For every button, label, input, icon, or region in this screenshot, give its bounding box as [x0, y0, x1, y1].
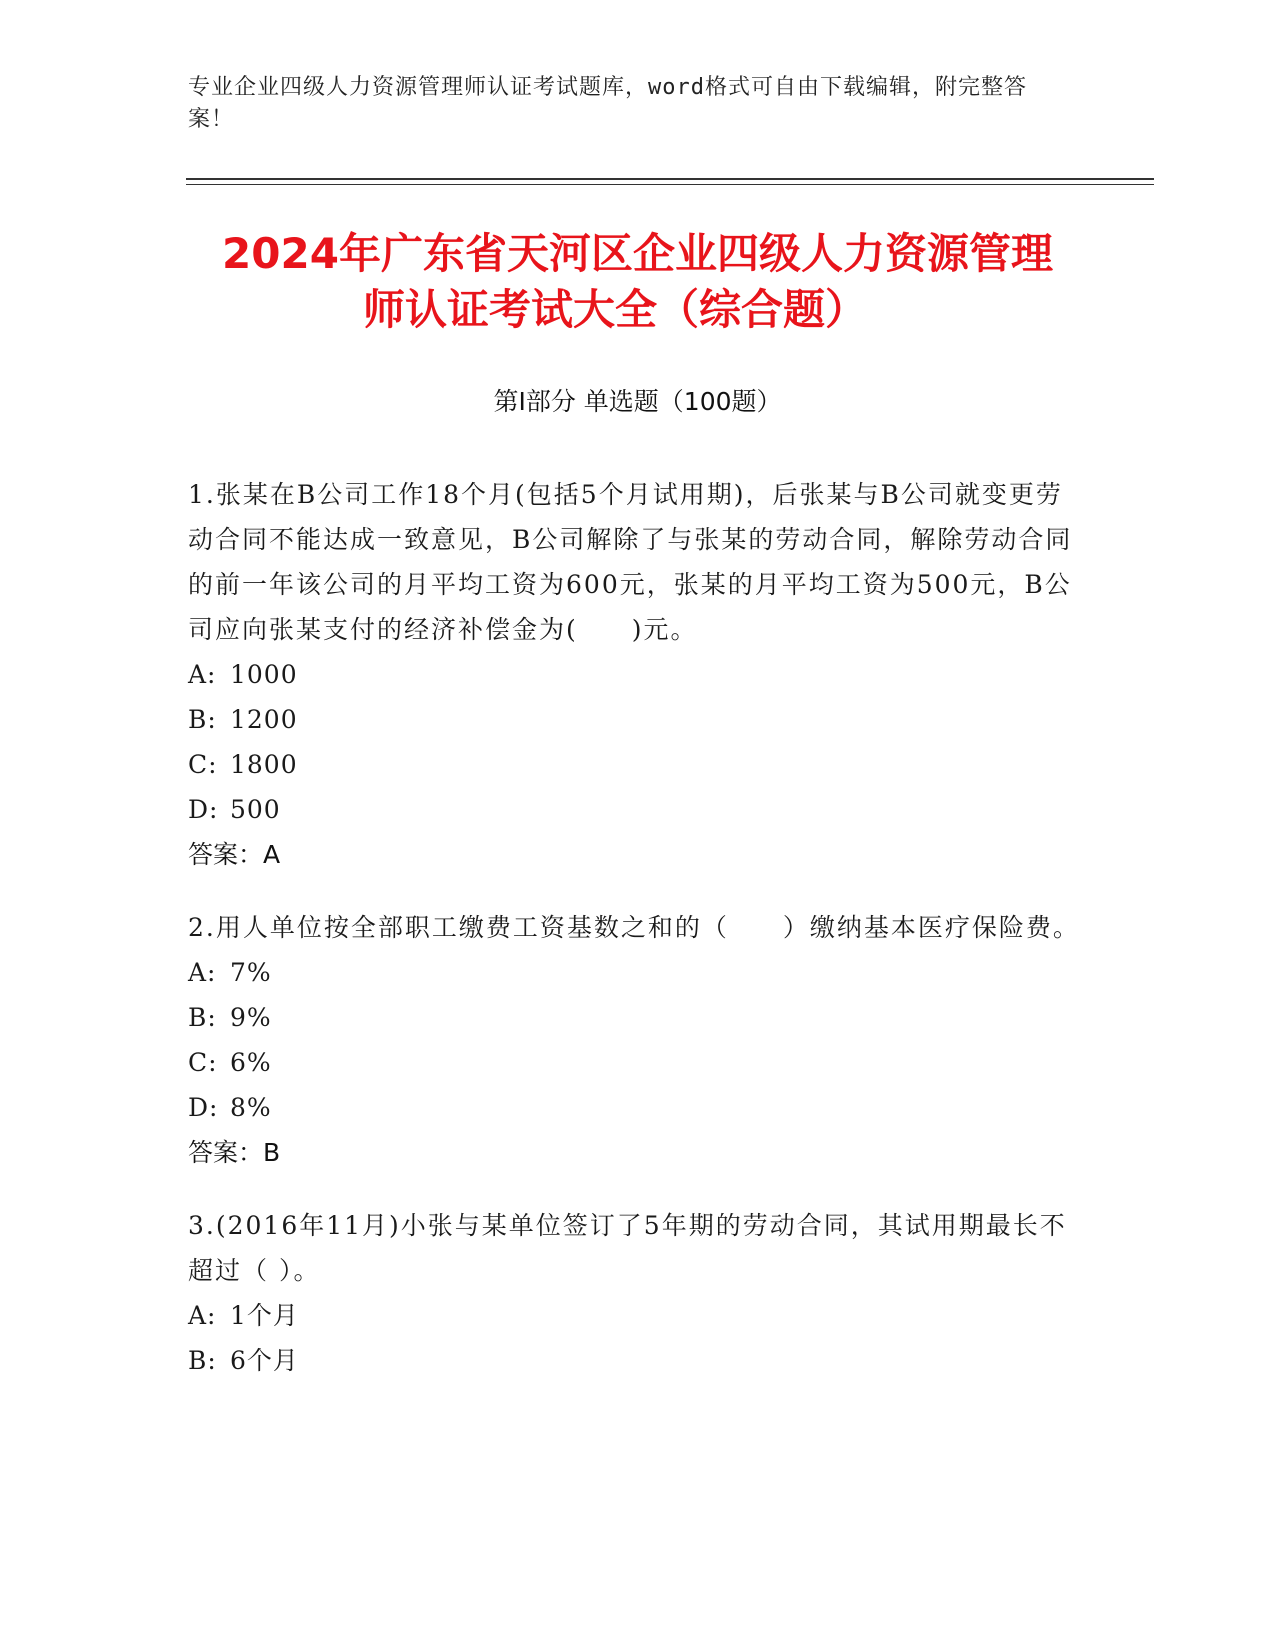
option-c [188, 1040, 1083, 1085]
option-value: 6个月 [230, 1346, 299, 1375]
question-text: 3.(2016年11月)小张与某单位签订了5年期的劳动合同，其试用期最长不超过（ ）。 [188, 1211, 1067, 1285]
option-key: A: [188, 958, 217, 987]
document-title [170, 226, 1105, 338]
option-value: 500 [230, 795, 281, 824]
header-note: 专业企业四级人力资源管理师认证考试题库，word格式可自由下载编辑，附完整答案！ [188, 75, 1027, 132]
question-2 [188, 905, 1083, 1175]
option-b [188, 697, 1083, 742]
option-key: B: [188, 1003, 217, 1032]
option-key: C: [188, 1048, 218, 1077]
option-value: 8% [230, 1093, 272, 1122]
option-value: 6% [230, 1048, 272, 1077]
option-key: B: [188, 1346, 217, 1375]
header-divider-thin [186, 184, 1154, 185]
option-value: 1200 [230, 705, 298, 734]
option-key: A: [188, 660, 217, 689]
answer: 答案：B [188, 1138, 281, 1167]
option-a [188, 1293, 1083, 1338]
option-c [188, 742, 1083, 787]
question-1 [188, 472, 1083, 877]
option-d [188, 1085, 1083, 1130]
answer: 答案：A [188, 840, 281, 869]
option-key: C: [188, 750, 218, 779]
option-a [188, 652, 1083, 697]
option-d [188, 787, 1083, 832]
option-key: D: [188, 1093, 219, 1122]
option-value: 1800 [230, 750, 298, 779]
option-key: A: [188, 1301, 217, 1330]
option-a [188, 950, 1083, 995]
option-b [188, 1338, 1083, 1383]
title-line-1: 2024年广东省天河区企业四级人力资源管理 [222, 229, 1053, 278]
option-value: 9% [230, 1003, 272, 1032]
option-b [188, 995, 1083, 1040]
question-list [188, 472, 1083, 1411]
option-value: 1000 [230, 660, 298, 689]
option-value: 7% [230, 958, 272, 987]
title-line-2: 师认证考试大全（综合题） [363, 285, 868, 334]
question-text: 2.用人单位按全部职工缴费工资基数之和的（ ）缴纳基本医疗保险费。 [188, 913, 1080, 942]
option-value: 1个月 [230, 1301, 299, 1330]
option-key: B: [188, 705, 217, 734]
header-divider [186, 178, 1154, 180]
section-title: 第Ⅰ部分 单选题（100题） [493, 387, 782, 416]
question-3 [188, 1203, 1083, 1383]
option-key: D: [188, 795, 219, 824]
question-text: 1.张某在B公司工作18个月(包括5个月试用期)，后张某与B公司就变更劳动合同不能达成一致意见，B公司解除了与张某的劳动合同，解除劳动合同的前一年该公司的月平均工资为600元，张某的月平均工资为500元，B公司应向张某支付的经济补偿金为( )元。 [188, 480, 1073, 644]
